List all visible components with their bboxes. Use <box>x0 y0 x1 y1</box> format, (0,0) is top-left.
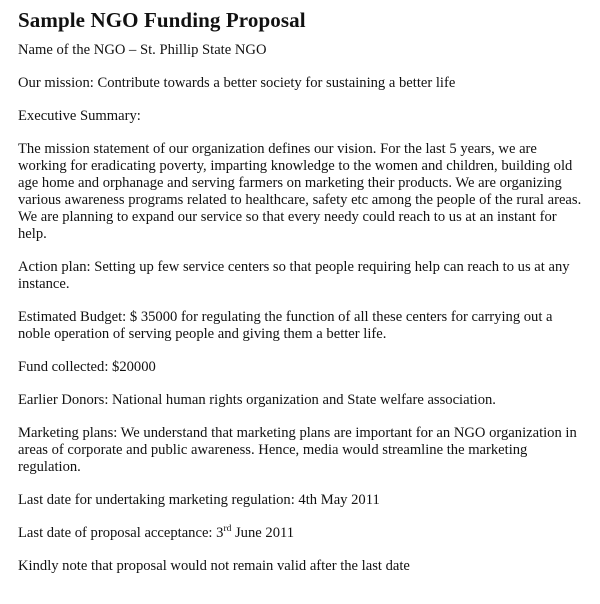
estimated-budget-paragraph <box>18 309 594 343</box>
action-plan-paragraph <box>18 259 594 293</box>
action-plan-line: Action plan: Setting up few service centers so that people requiring help can reach to us at any <box>18 259 570 275</box>
marketing-plans-paragraph <box>18 425 594 476</box>
executive-summary-paragraph <box>18 141 594 243</box>
proposal-acceptance-suffix: June 2011 <box>231 525 295 541</box>
budget-line: noble operation of serving people and giving them a better life. <box>18 326 387 342</box>
budget-line: Estimated Budget: $ 35000 for regulating the function of all these centers for carrying out a <box>18 309 553 325</box>
mission-line: Our mission: Contribute towards a better society for sustaining a better life <box>18 75 456 91</box>
proposal-acceptance-prefix: Last date of proposal acceptance: 3 <box>18 525 224 541</box>
action-plan-line: instance. <box>18 276 70 292</box>
document-page <box>18 6 594 591</box>
summary-line: age home and orphanage and serving farmers on marketing their products. We are organizing <box>18 175 562 191</box>
summary-line: working for eradicating poverty, imparting knowledge to the women and children, building old <box>18 158 573 174</box>
summary-line: various awareness programs related to healthcare, safety etc among the people of the rural areas. <box>18 192 582 208</box>
earlier-donors-line: Earlier Donors: National human rights organization and State welfare association. <box>18 392 496 408</box>
marketing-deadline-line: Last date for undertaking marketing regulation: 4th May 2011 <box>18 492 380 508</box>
proposal-acceptance-line <box>18 525 594 542</box>
marketing-line: areas of corporate and public awareness. Hence, media would streamline the marketing <box>18 442 528 458</box>
document-title: Sample NGO Funding Proposal <box>18 8 306 32</box>
ordinal-superscript: rd <box>223 524 232 535</box>
summary-line: We are planning to expand our service so that every needy could reach to us at an instant for <box>18 209 557 225</box>
executive-summary-heading: Executive Summary: <box>18 108 141 124</box>
closing-note-line: Kindly note that proposal would not remain valid after the last date <box>18 558 410 574</box>
ngo-name-line: Name of the NGO – St. Phillip State NGO <box>18 42 267 58</box>
marketing-line: Marketing plans: We understand that marketing plans are important for an NGO organization in <box>18 425 577 441</box>
marketing-line: regulation. <box>18 459 81 475</box>
summary-line: help. <box>18 226 47 242</box>
summary-line: The mission statement of our organization defines our vision. For the last 5 years, we are <box>18 141 537 157</box>
fund-collected-line: Fund collected: $20000 <box>18 359 156 375</box>
